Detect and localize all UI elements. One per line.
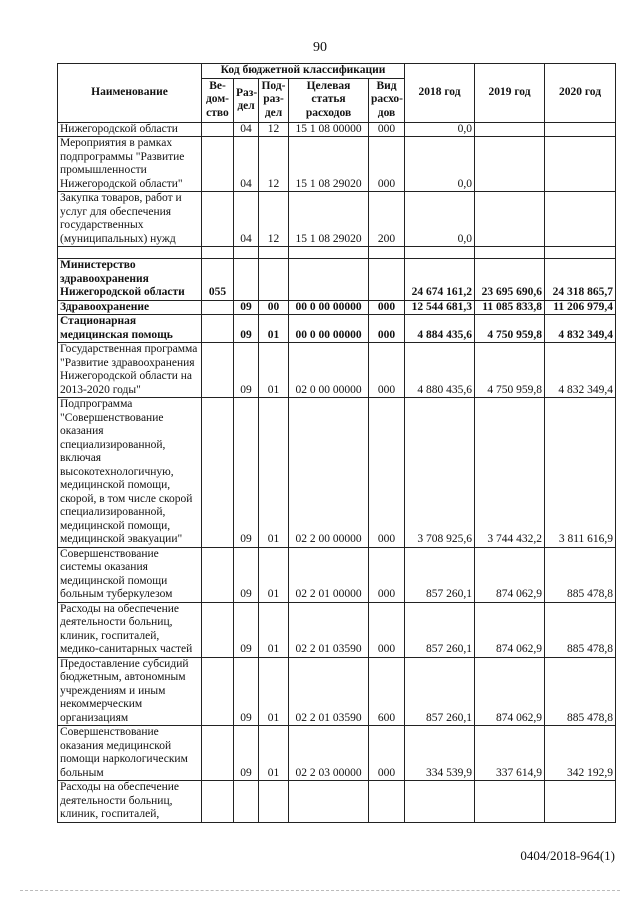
row-podrazdel-cell (259, 259, 289, 301)
row-2018-cell: 334 539,9 (405, 726, 475, 781)
row-2020-cell: 885 478,8 (545, 602, 616, 657)
row-podrazdel-cell: 01 (259, 398, 289, 548)
table-body (58, 122, 616, 822)
row-razdel-cell: 09 (234, 315, 259, 343)
row-target-cell: 00 0 00 00000 (289, 300, 369, 315)
row-2020-cell: 342 192,9 (545, 726, 616, 781)
row-2018-cell: 3 708 925,6 (405, 398, 475, 548)
row-podrazdel-cell: 12 (259, 122, 289, 137)
page-bottom-rule (20, 890, 620, 891)
row-name-cell (58, 247, 202, 259)
row-target-cell: 15 1 08 29020 (289, 137, 369, 192)
row-razdel-cell: 09 (234, 726, 259, 781)
row-2020-cell (545, 247, 616, 259)
row-vedomstvo-cell (202, 726, 234, 781)
row-2019-cell (475, 137, 545, 192)
row-2018-cell: 0,0 (405, 122, 475, 137)
row-vedomstvo-cell (202, 122, 234, 137)
row-2020-cell: 885 478,8 (545, 657, 616, 726)
row-2018-cell (405, 781, 475, 823)
row-2020-cell (545, 192, 616, 247)
row-2020-cell (545, 137, 616, 192)
row-target-cell: 00 0 00 00000 (289, 315, 369, 343)
row-name-cell: Подпрограмма "Совершенствование оказания специализированной, включая высокотехнологичную, медицинской помощи, скорой, в том числе скорой специализированной, медицинской помощи, медицинской эвакуации" (58, 398, 202, 548)
row-vedomstvo-cell (202, 398, 234, 548)
table-row (58, 781, 616, 823)
table-row (58, 726, 616, 781)
header-razdel: Раз- дел (234, 78, 259, 122)
header-2019: 2019 год (475, 64, 545, 123)
row-vid-cell: 000 (369, 547, 405, 602)
row-podrazdel-cell: 00 (259, 300, 289, 315)
row-target-cell (289, 781, 369, 823)
row-2019-cell (475, 781, 545, 823)
row-target-cell: 02 0 00 00000 (289, 343, 369, 398)
row-podrazdel-cell: 12 (259, 192, 289, 247)
row-2020-cell: 4 832 349,4 (545, 343, 616, 398)
table-row (58, 602, 616, 657)
row-vid-cell: 000 (369, 343, 405, 398)
row-razdel-cell (234, 781, 259, 823)
row-vedomstvo-cell (202, 602, 234, 657)
row-vid-cell: 000 (369, 122, 405, 137)
row-vedomstvo-cell (202, 247, 234, 259)
row-2020-cell: 24 318 865,7 (545, 259, 616, 301)
header-code-group: Код бюджетной классификации (202, 64, 405, 79)
row-2020-cell: 3 811 616,9 (545, 398, 616, 548)
row-vid-cell: 200 (369, 192, 405, 247)
row-target-cell: 15 1 08 29020 (289, 192, 369, 247)
row-vedomstvo-cell (202, 315, 234, 343)
table-row (58, 122, 616, 137)
row-name-cell: Предоставление субсидий бюджетным, автономным учреждениям и иным некоммерческим организациям (58, 657, 202, 726)
row-2018-cell: 857 260,1 (405, 547, 475, 602)
row-2018-cell: 857 260,1 (405, 657, 475, 726)
row-razdel-cell (234, 247, 259, 259)
row-vid-cell: 000 (369, 726, 405, 781)
row-2018-cell: 12 544 681,3 (405, 300, 475, 315)
row-podrazdel-cell: 01 (259, 657, 289, 726)
row-razdel-cell: 04 (234, 192, 259, 247)
row-name-cell: Государственная программа "Развитие здравоохранения Нижегородской области на 2013-2020 годы" (58, 343, 202, 398)
table-row (58, 259, 616, 301)
table-row (58, 547, 616, 602)
row-2018-cell: 857 260,1 (405, 602, 475, 657)
row-2018-cell: 4 880 435,6 (405, 343, 475, 398)
row-target-cell: 02 2 01 03590 (289, 602, 369, 657)
row-name-cell: Мероприятия в рамках подпрограммы "Развитие промышленности Нижегородской области" (58, 137, 202, 192)
row-2019-cell: 337 614,9 (475, 726, 545, 781)
page-number: 90 (313, 40, 327, 55)
row-2019-cell: 874 062,9 (475, 602, 545, 657)
row-2019-cell: 874 062,9 (475, 657, 545, 726)
row-podrazdel-cell: 01 (259, 547, 289, 602)
row-2019-cell (475, 247, 545, 259)
row-2020-cell (545, 781, 616, 823)
row-2018-cell: 4 884 435,6 (405, 315, 475, 343)
row-razdel-cell: 04 (234, 122, 259, 137)
table-row (58, 398, 616, 548)
row-podrazdel-cell: 01 (259, 602, 289, 657)
row-vedomstvo-cell (202, 657, 234, 726)
row-razdel-cell (234, 259, 259, 301)
row-podrazdel-cell: 12 (259, 137, 289, 192)
row-razdel-cell: 09 (234, 343, 259, 398)
row-2019-cell: 4 750 959,8 (475, 315, 545, 343)
row-target-cell (289, 259, 369, 301)
row-vedomstvo-cell (202, 343, 234, 398)
header-target: Целевая статья расходов (289, 78, 369, 122)
table-row (58, 657, 616, 726)
row-2020-cell: 4 832 349,4 (545, 315, 616, 343)
header-vedomstvo: Ве- дом- ство (202, 78, 234, 122)
row-vedomstvo-cell: 055 (202, 259, 234, 301)
table-row (58, 247, 616, 259)
row-vid-cell: 000 (369, 315, 405, 343)
row-vedomstvo-cell (202, 192, 234, 247)
row-vid-cell: 000 (369, 602, 405, 657)
row-vedomstvo-cell (202, 137, 234, 192)
row-vedomstvo-cell (202, 781, 234, 823)
row-name-cell: Здравоохранение (58, 300, 202, 315)
row-target-cell: 02 2 00 00000 (289, 398, 369, 548)
table-row (58, 300, 616, 315)
row-podrazdel-cell (259, 247, 289, 259)
header-podrazdel: Под- раз- дел (259, 78, 289, 122)
row-razdel-cell: 09 (234, 398, 259, 548)
row-vid-cell: 000 (369, 137, 405, 192)
row-name-cell: Нижегородской области (58, 122, 202, 137)
row-name-cell: Закупка товаров, работ и услуг для обеспечения государственных (муниципальных) нужд (58, 192, 202, 247)
row-2018-cell: 24 674 161,2 (405, 259, 475, 301)
header-name: Наименование (58, 64, 202, 123)
row-vid-cell (369, 781, 405, 823)
row-2020-cell (545, 122, 616, 137)
row-name-cell: Расходы на обеспечение деятельности больниц, клиник, госпиталей, медико-санитарных частей (58, 602, 202, 657)
header-2020: 2020 год (545, 64, 616, 123)
row-podrazdel-cell: 01 (259, 315, 289, 343)
row-name-cell: Стационарная медицинская помощь (58, 315, 202, 343)
row-razdel-cell: 04 (234, 137, 259, 192)
header-vid: Вид расхо- дов (369, 78, 405, 122)
row-2019-cell (475, 192, 545, 247)
header-2018: 2018 год (405, 64, 475, 123)
row-2018-cell: 0,0 (405, 192, 475, 247)
row-vid-cell: 000 (369, 300, 405, 315)
row-podrazdel-cell: 01 (259, 726, 289, 781)
row-vid-cell: 000 (369, 398, 405, 548)
document-code: 0404/2018-964(1) (520, 848, 615, 863)
row-target-cell: 02 2 01 03590 (289, 657, 369, 726)
row-2019-cell: 874 062,9 (475, 547, 545, 602)
row-name-cell: Совершенствование системы оказания медицинской помощи больным туберкулезом (58, 547, 202, 602)
row-2018-cell (405, 247, 475, 259)
row-name-cell: Расходы на обеспечение деятельности больниц, клиник, госпиталей, (58, 781, 202, 823)
budget-table (57, 63, 616, 823)
row-razdel-cell: 09 (234, 547, 259, 602)
row-2020-cell: 11 206 979,4 (545, 300, 616, 315)
table-row (58, 343, 616, 398)
table-row (58, 315, 616, 343)
row-razdel-cell: 09 (234, 300, 259, 315)
row-vid-cell (369, 247, 405, 259)
row-target-cell: 02 2 01 00000 (289, 547, 369, 602)
row-vedomstvo-cell (202, 300, 234, 315)
row-vid-cell (369, 259, 405, 301)
row-vedomstvo-cell (202, 547, 234, 602)
row-target-cell (289, 247, 369, 259)
table-row (58, 137, 616, 192)
row-2019-cell: 11 085 833,8 (475, 300, 545, 315)
row-razdel-cell: 09 (234, 657, 259, 726)
row-2018-cell: 0,0 (405, 137, 475, 192)
row-vid-cell: 600 (369, 657, 405, 726)
row-2020-cell: 885 478,8 (545, 547, 616, 602)
row-2019-cell: 23 695 690,6 (475, 259, 545, 301)
row-podrazdel-cell: 01 (259, 343, 289, 398)
row-razdel-cell: 09 (234, 602, 259, 657)
table-row (58, 192, 616, 247)
row-name-cell: Министерство здравоохранения Нижегородской области (58, 259, 202, 301)
row-target-cell: 02 2 03 00000 (289, 726, 369, 781)
row-target-cell: 15 1 08 00000 (289, 122, 369, 137)
row-podrazdel-cell (259, 781, 289, 823)
row-2019-cell (475, 122, 545, 137)
row-name-cell: Совершенствование оказания медицинской помощи наркологическим больным (58, 726, 202, 781)
row-2019-cell: 4 750 959,8 (475, 343, 545, 398)
row-2019-cell: 3 744 432,2 (475, 398, 545, 548)
